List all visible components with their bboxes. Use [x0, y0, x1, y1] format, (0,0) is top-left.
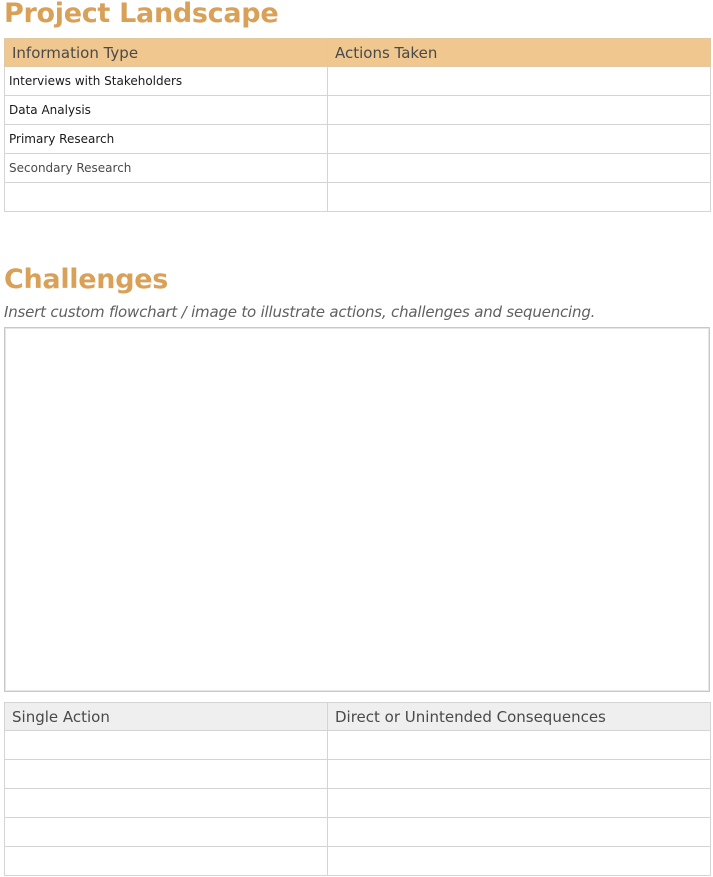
consequences-cell[interactable] [328, 760, 711, 789]
table-header-row [5, 39, 711, 67]
consequences-cell[interactable] [328, 847, 711, 876]
single-action-cell[interactable] [5, 789, 328, 818]
challenges-title: Challenges [4, 264, 169, 295]
table-row [5, 731, 711, 760]
table-row [5, 847, 711, 876]
column-header-single-action: Single Action [5, 703, 328, 731]
consequences-table [4, 702, 711, 876]
consequences-cell[interactable] [328, 731, 711, 760]
information-type-cell[interactable]: Secondary Research [5, 154, 328, 183]
single-action-cell[interactable] [5, 818, 328, 847]
column-header-information-type: Information Type [5, 39, 328, 67]
table-row [5, 154, 711, 183]
actions-taken-cell[interactable] [328, 96, 711, 125]
challenges-instruction: Insert custom flowchart / image to illustrate actions, challenges and sequencing. [4, 303, 596, 321]
table-row [5, 760, 711, 789]
actions-taken-cell[interactable] [328, 183, 711, 212]
table-row [5, 96, 711, 125]
flowchart-image-placeholder[interactable] [4, 327, 710, 692]
single-action-cell[interactable] [5, 760, 328, 789]
table-row [5, 67, 711, 96]
actions-taken-cell[interactable] [328, 67, 711, 96]
table-row [5, 789, 711, 818]
table-row [5, 183, 711, 212]
single-action-cell[interactable] [5, 731, 328, 760]
table-row [5, 125, 711, 154]
actions-taken-cell[interactable] [328, 125, 711, 154]
single-action-cell[interactable] [5, 847, 328, 876]
information-type-cell[interactable]: Data Analysis [5, 96, 328, 125]
information-type-cell[interactable]: Primary Research [5, 125, 328, 154]
column-header-actions-taken: Actions Taken [328, 39, 711, 67]
consequences-cell[interactable] [328, 789, 711, 818]
column-header-consequences: Direct or Unintended Consequences [328, 703, 711, 731]
project-landscape-title: Project Landscape [4, 0, 279, 29]
actions-taken-cell[interactable] [328, 154, 711, 183]
information-type-cell[interactable] [5, 183, 328, 212]
table-row [5, 818, 711, 847]
table-header-row [5, 703, 711, 731]
project-landscape-table [4, 38, 711, 212]
information-type-cell[interactable]: Interviews with Stakeholders [5, 67, 328, 96]
consequences-cell[interactable] [328, 818, 711, 847]
